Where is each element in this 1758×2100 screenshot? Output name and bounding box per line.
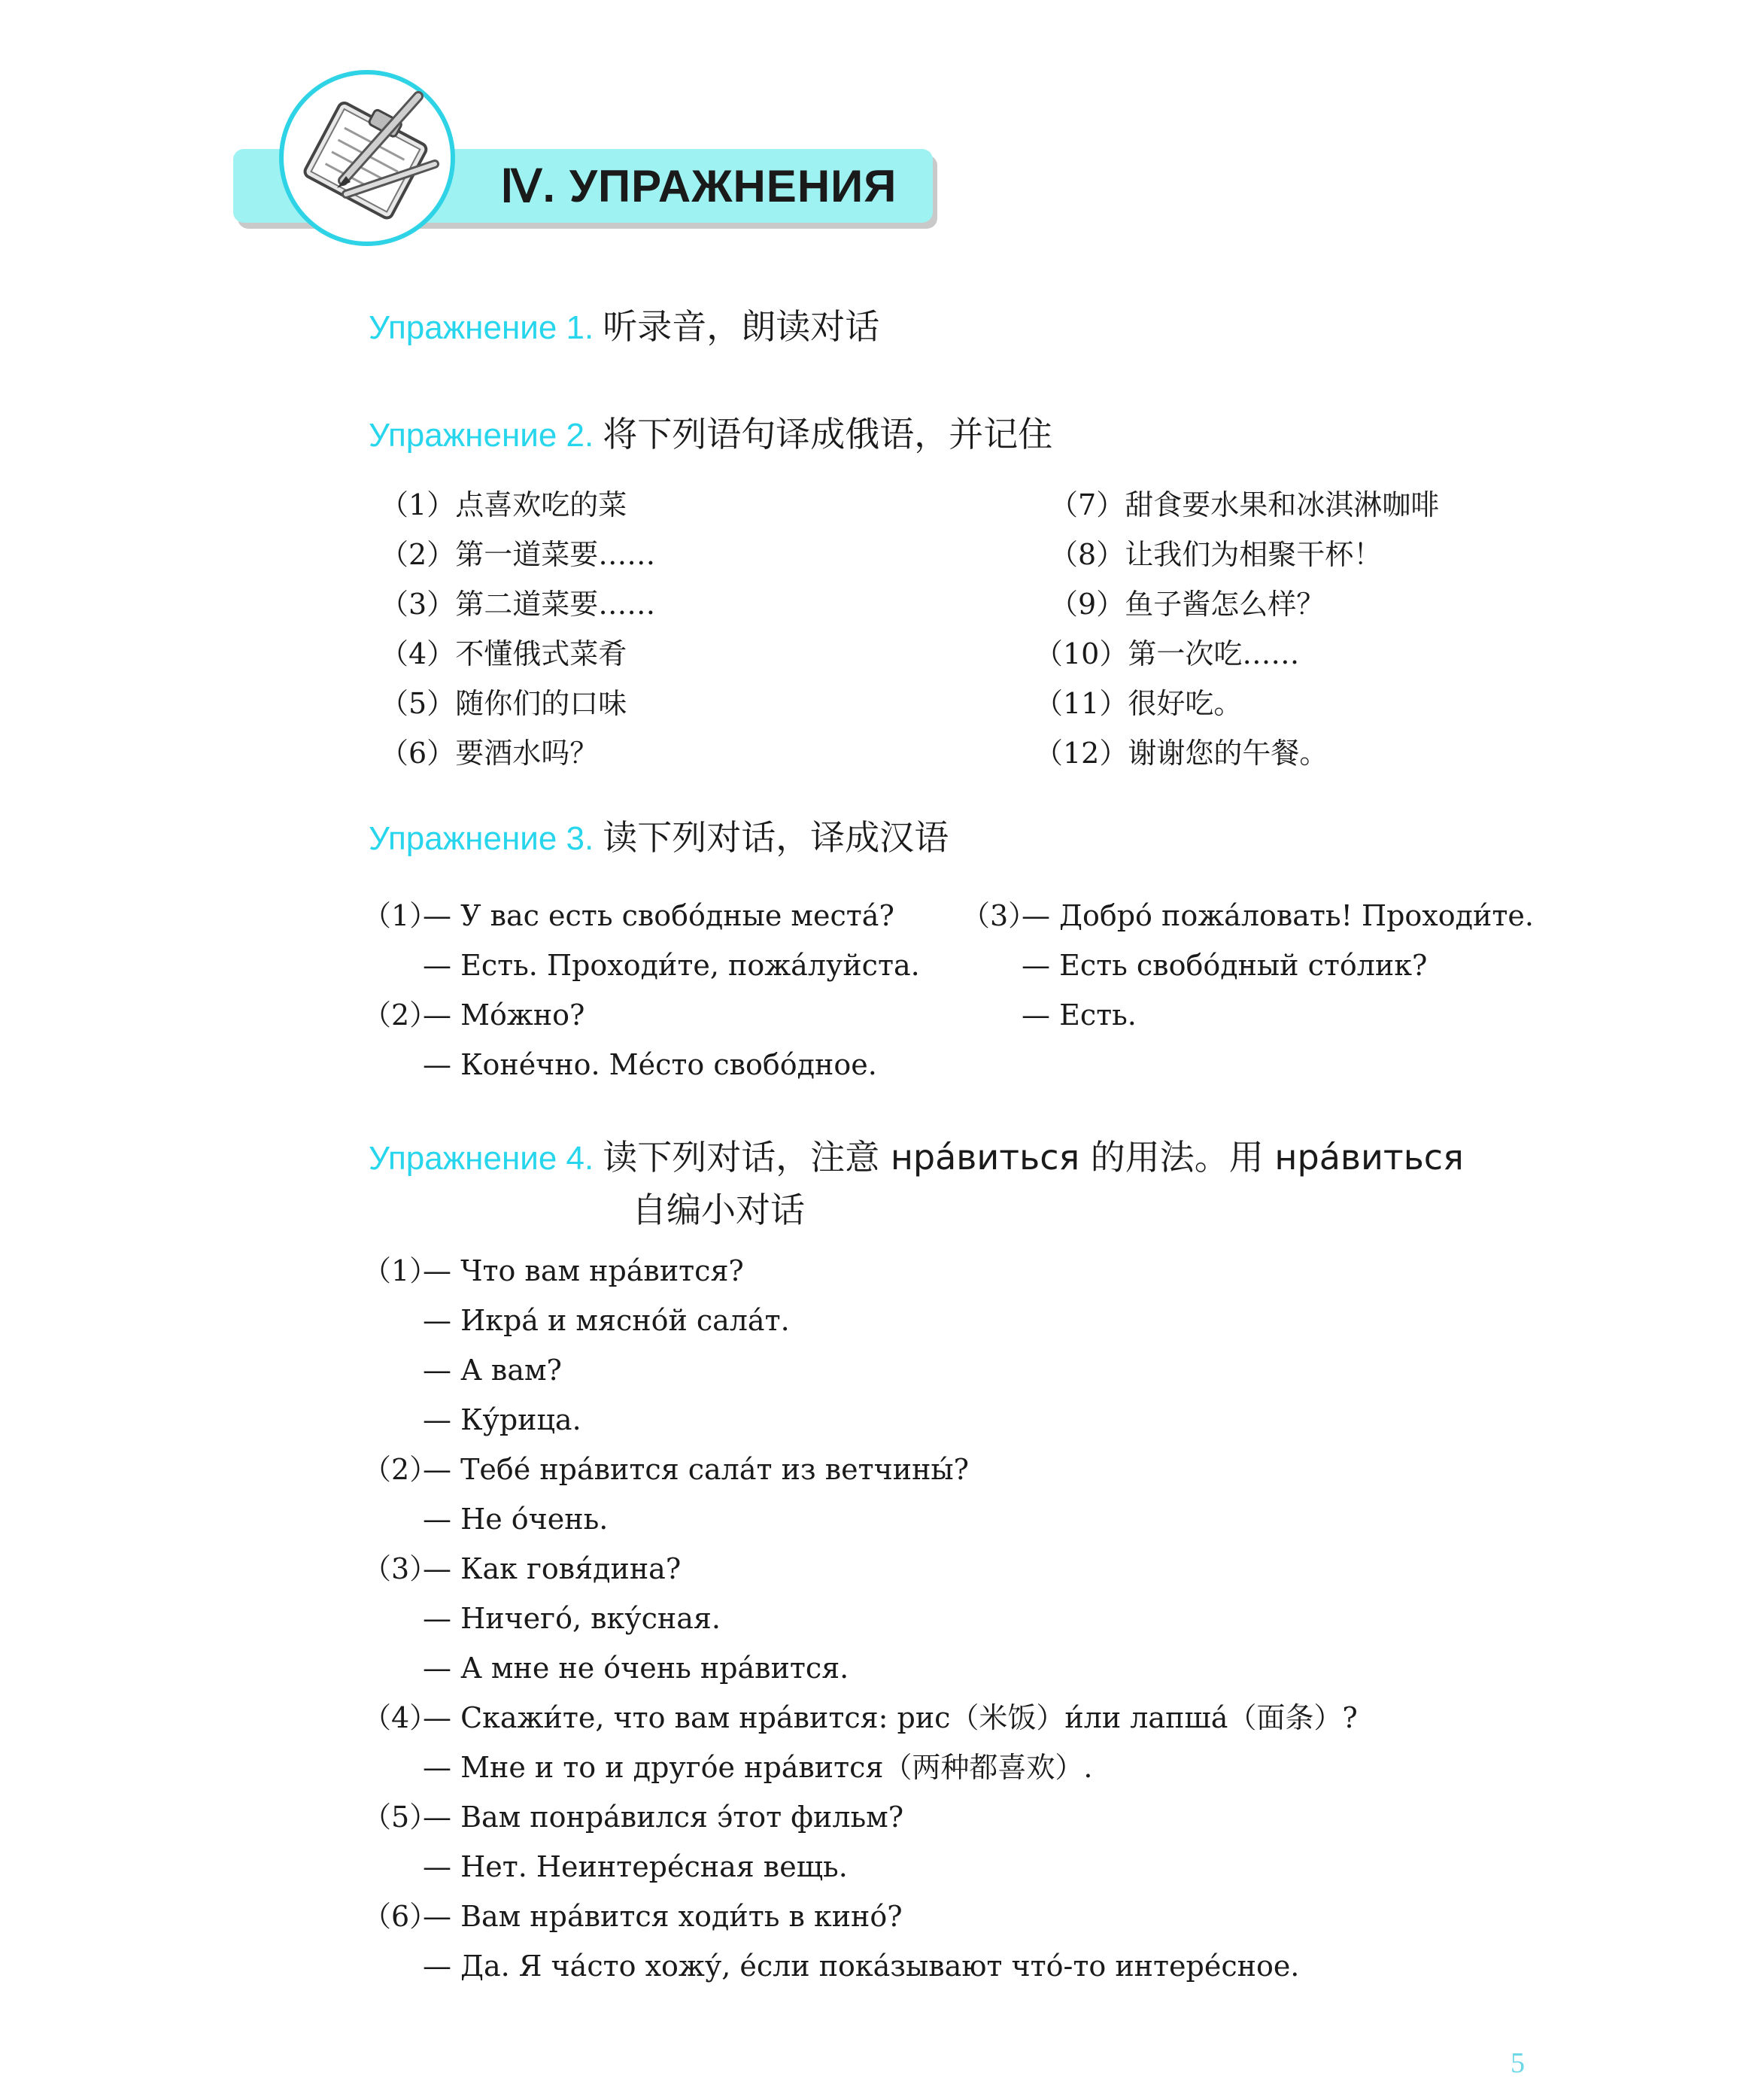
clipboard-pencil-icon [277,68,457,248]
dialogue-line: （1）— У вас есть свобо́дные места́? [363,899,894,932]
list-item: （7）甜食要水果和冰淇淋咖啡 [1049,488,1440,521]
exercise-label: Упражнение 1. [369,309,594,346]
dialogue-line: （6）— Вам нра́вится ходи́ть в кино́? [363,1900,903,1933]
section-title: Ⅳ. УПРАЖНЕНИЯ [500,161,897,211]
dialogue-line: — Нет. Неинтере́сная вещь. [423,1850,848,1883]
exercise-instruction: 听录音，朗读对话 [603,306,880,347]
dialogue-line: — Есть. Проходи́те, пожа́луйста. [423,949,920,982]
list-item: （12）谢谢您的午餐。 [1034,737,1328,770]
dialogue-line: — Есть свобо́дный сто́лик? [1022,949,1428,982]
dialogue-line: （2）— Мо́жно? [363,998,585,1032]
dialogue-line: — Есть. [1022,998,1137,1032]
list-item: （6）要酒水吗？ [380,737,599,770]
dialogue-line: — А мне не о́чень нра́вится. [423,1652,849,1685]
exercise-1-heading [369,299,879,349]
dialogue-line: （1）— Что вам нра́вится? [363,1254,744,1287]
exercise-label: Упражнение 3. [369,820,594,857]
dialogue-line: — Да. Я ча́сто хожу́, е́сли пока́зывают что́-то интере́сное. [423,1950,1300,1983]
dialogue-line: （4）— Скажи́те, что вам нра́вится: рис（米饭）и́ли лапша́（面条）? [363,1701,1358,1734]
dialogue-line: — Ничего́, вку́сная. [423,1602,721,1635]
exercise-instruction: 将下列语句译成俄语，并记住 [603,414,1053,454]
exercise-instruction-continued: 自编小对话 [632,1190,805,1230]
list-item: （9）鱼子酱怎么样？ [1049,588,1325,621]
list-item: （8）让我们为相聚干杯！ [1049,538,1383,571]
dialogue-line: — Ку́рица. [423,1403,581,1436]
list-item: （3）第二道菜要…… [380,588,656,621]
exercise-label: Упражнение 2. [369,417,594,454]
list-item: （2）第一道菜要…… [380,538,656,571]
list-item: （10）第一次吃…… [1034,637,1300,670]
exercise-4-heading [369,1130,1464,1180]
exercise-label: Упражнение 4. [369,1140,594,1177]
dialogue-line: （3）— Добро́ пожа́ловать! Проходи́те. [961,899,1534,932]
list-item: （1）点喜欢吃的菜 [380,488,627,521]
exercise-3-heading [369,810,949,860]
dialogue-line: （5）— Вам понра́вился э́тот фильм? [363,1801,904,1834]
dialogue-line: — А вам? [423,1354,562,1387]
dialogue-line: （2）— Тебе́ нра́вится сала́т из ветчины́? [363,1453,970,1486]
dialogue-line: — Коне́чно. Ме́сто свобо́дное. [423,1048,877,1081]
dialogue-line: （3）— Как говя́дина? [363,1552,682,1585]
list-item: （5）随你们的口味 [380,687,627,720]
dialogue-line: — Мне и то и друго́е нра́вится（两种都喜欢）. [423,1751,1093,1784]
exercise-instruction: 读下列对话，注意 нра́виться 的用法。用 нра́виться [603,1137,1464,1178]
dialogue-line: — Не о́чень. [423,1503,609,1536]
page-number: 5 [1511,2047,1525,2079]
exercise-2-heading [369,407,1052,457]
list-item: （11）很好吃。 [1034,687,1243,720]
list-item: （4）不懂俄式菜肴 [380,637,627,670]
dialogue-line: — Икра́ и мясно́й сала́т. [423,1304,790,1337]
exercise-instruction: 读下列对话，译成汉语 [603,817,949,858]
